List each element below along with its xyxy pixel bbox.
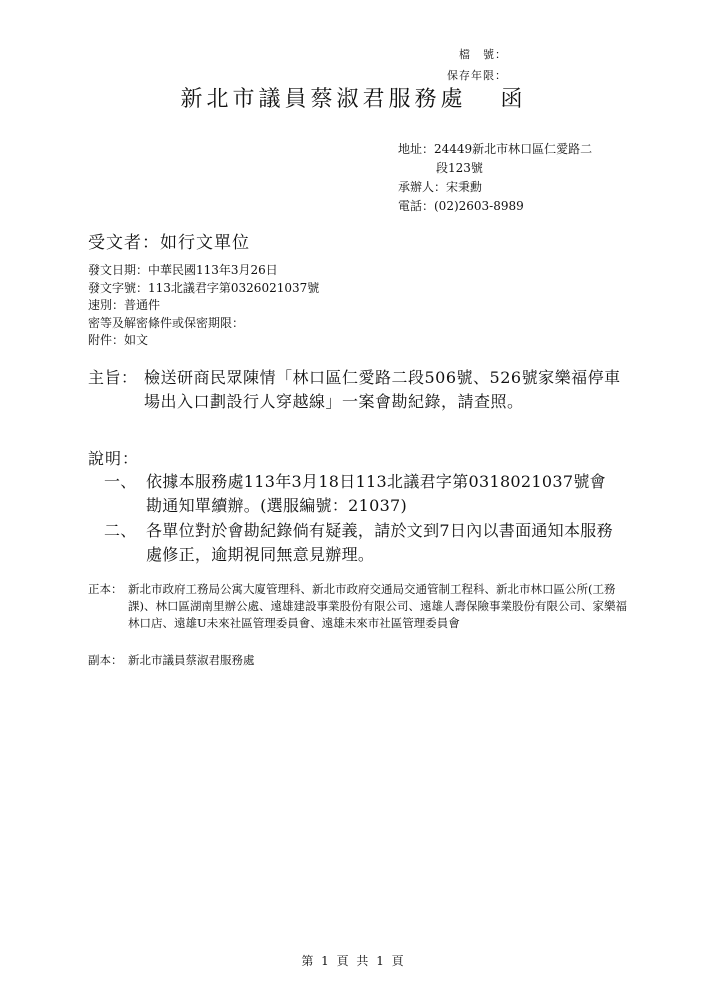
retention-period-field: 保存年限： <box>447 69 507 82</box>
document-number: 發文字號：113北議君字第0326021037號 <box>88 280 320 295</box>
item-number: 二、 <box>104 521 137 540</box>
document-title <box>0 82 707 113</box>
document-meta <box>88 262 319 350</box>
sender-handler: 承辦人：宋秉勳 <box>398 180 483 194</box>
copy-recipients <box>88 652 628 669</box>
issue-date: 發文日期：中華民國113年3月26日 <box>88 263 278 277</box>
sender-phone: 電話：(02)2603-8989 <box>398 199 524 213</box>
sender-address-line1: 地址：24449新北市林口區仁愛路二 <box>398 142 593 156</box>
sender-address-line2: 段123號 <box>436 161 483 175</box>
page-number: 第 1 頁 共 1 頁 <box>301 954 406 968</box>
explanation-item <box>104 519 616 567</box>
subject-text: 檢送研商民眾陳情「林口區仁愛路二段506號、526號家樂福停車場出入口劃設行人穿越線」一案會勘紀錄，請查照。 <box>144 368 621 411</box>
item-text: 依據本服務處113年3月18日113北議君字第0318021037號會勘通知單續辦。(選服編號：21037) <box>146 472 606 515</box>
delivery-speed: 速別：普通件 <box>88 298 161 312</box>
main-recipients-label: 正本： <box>88 582 123 596</box>
subject-label: 主旨： <box>88 368 138 387</box>
main-recipients-text: 新北市政府工務局公寓大廈管理科、新北市政府交通局交通管制工程科、新北市林口區公所(工務課)、林口區湖南里辦公處、遠雄建設事業股份有限公司、遠雄人壽保險事業股份有限公司、家樂福林口店、遠雄U未來社區管理委員會、遠雄未來市社區管理委員會 <box>128 582 627 630</box>
secrecy-level: 密等及解密條件或保密期限： <box>88 315 245 330</box>
file-number-field: 檔 號： <box>459 48 507 61</box>
sender-info <box>398 140 592 216</box>
issuer-name: 新北市議員蔡淑君服務處 <box>180 87 467 112</box>
main-recipients <box>88 581 628 632</box>
subject-section <box>88 366 624 414</box>
item-text: 各單位對於會勘紀錄倘有疑義，請於文到7日內以書面通知本服務處修正，逾期視同無意見辦理。 <box>146 521 613 564</box>
copy-recipients-text: 新北市議員蔡淑君服務處 <box>128 653 255 667</box>
explanation-label: 說明： <box>88 449 140 468</box>
document-type: 函 <box>500 87 527 112</box>
item-number: 一、 <box>104 472 137 491</box>
explanation-item <box>104 470 616 518</box>
attachment-line: 附件：如文 <box>88 333 149 347</box>
recipient-line: 受文者：如行文單位 <box>88 233 250 253</box>
copy-recipients-label: 副本： <box>88 653 123 667</box>
